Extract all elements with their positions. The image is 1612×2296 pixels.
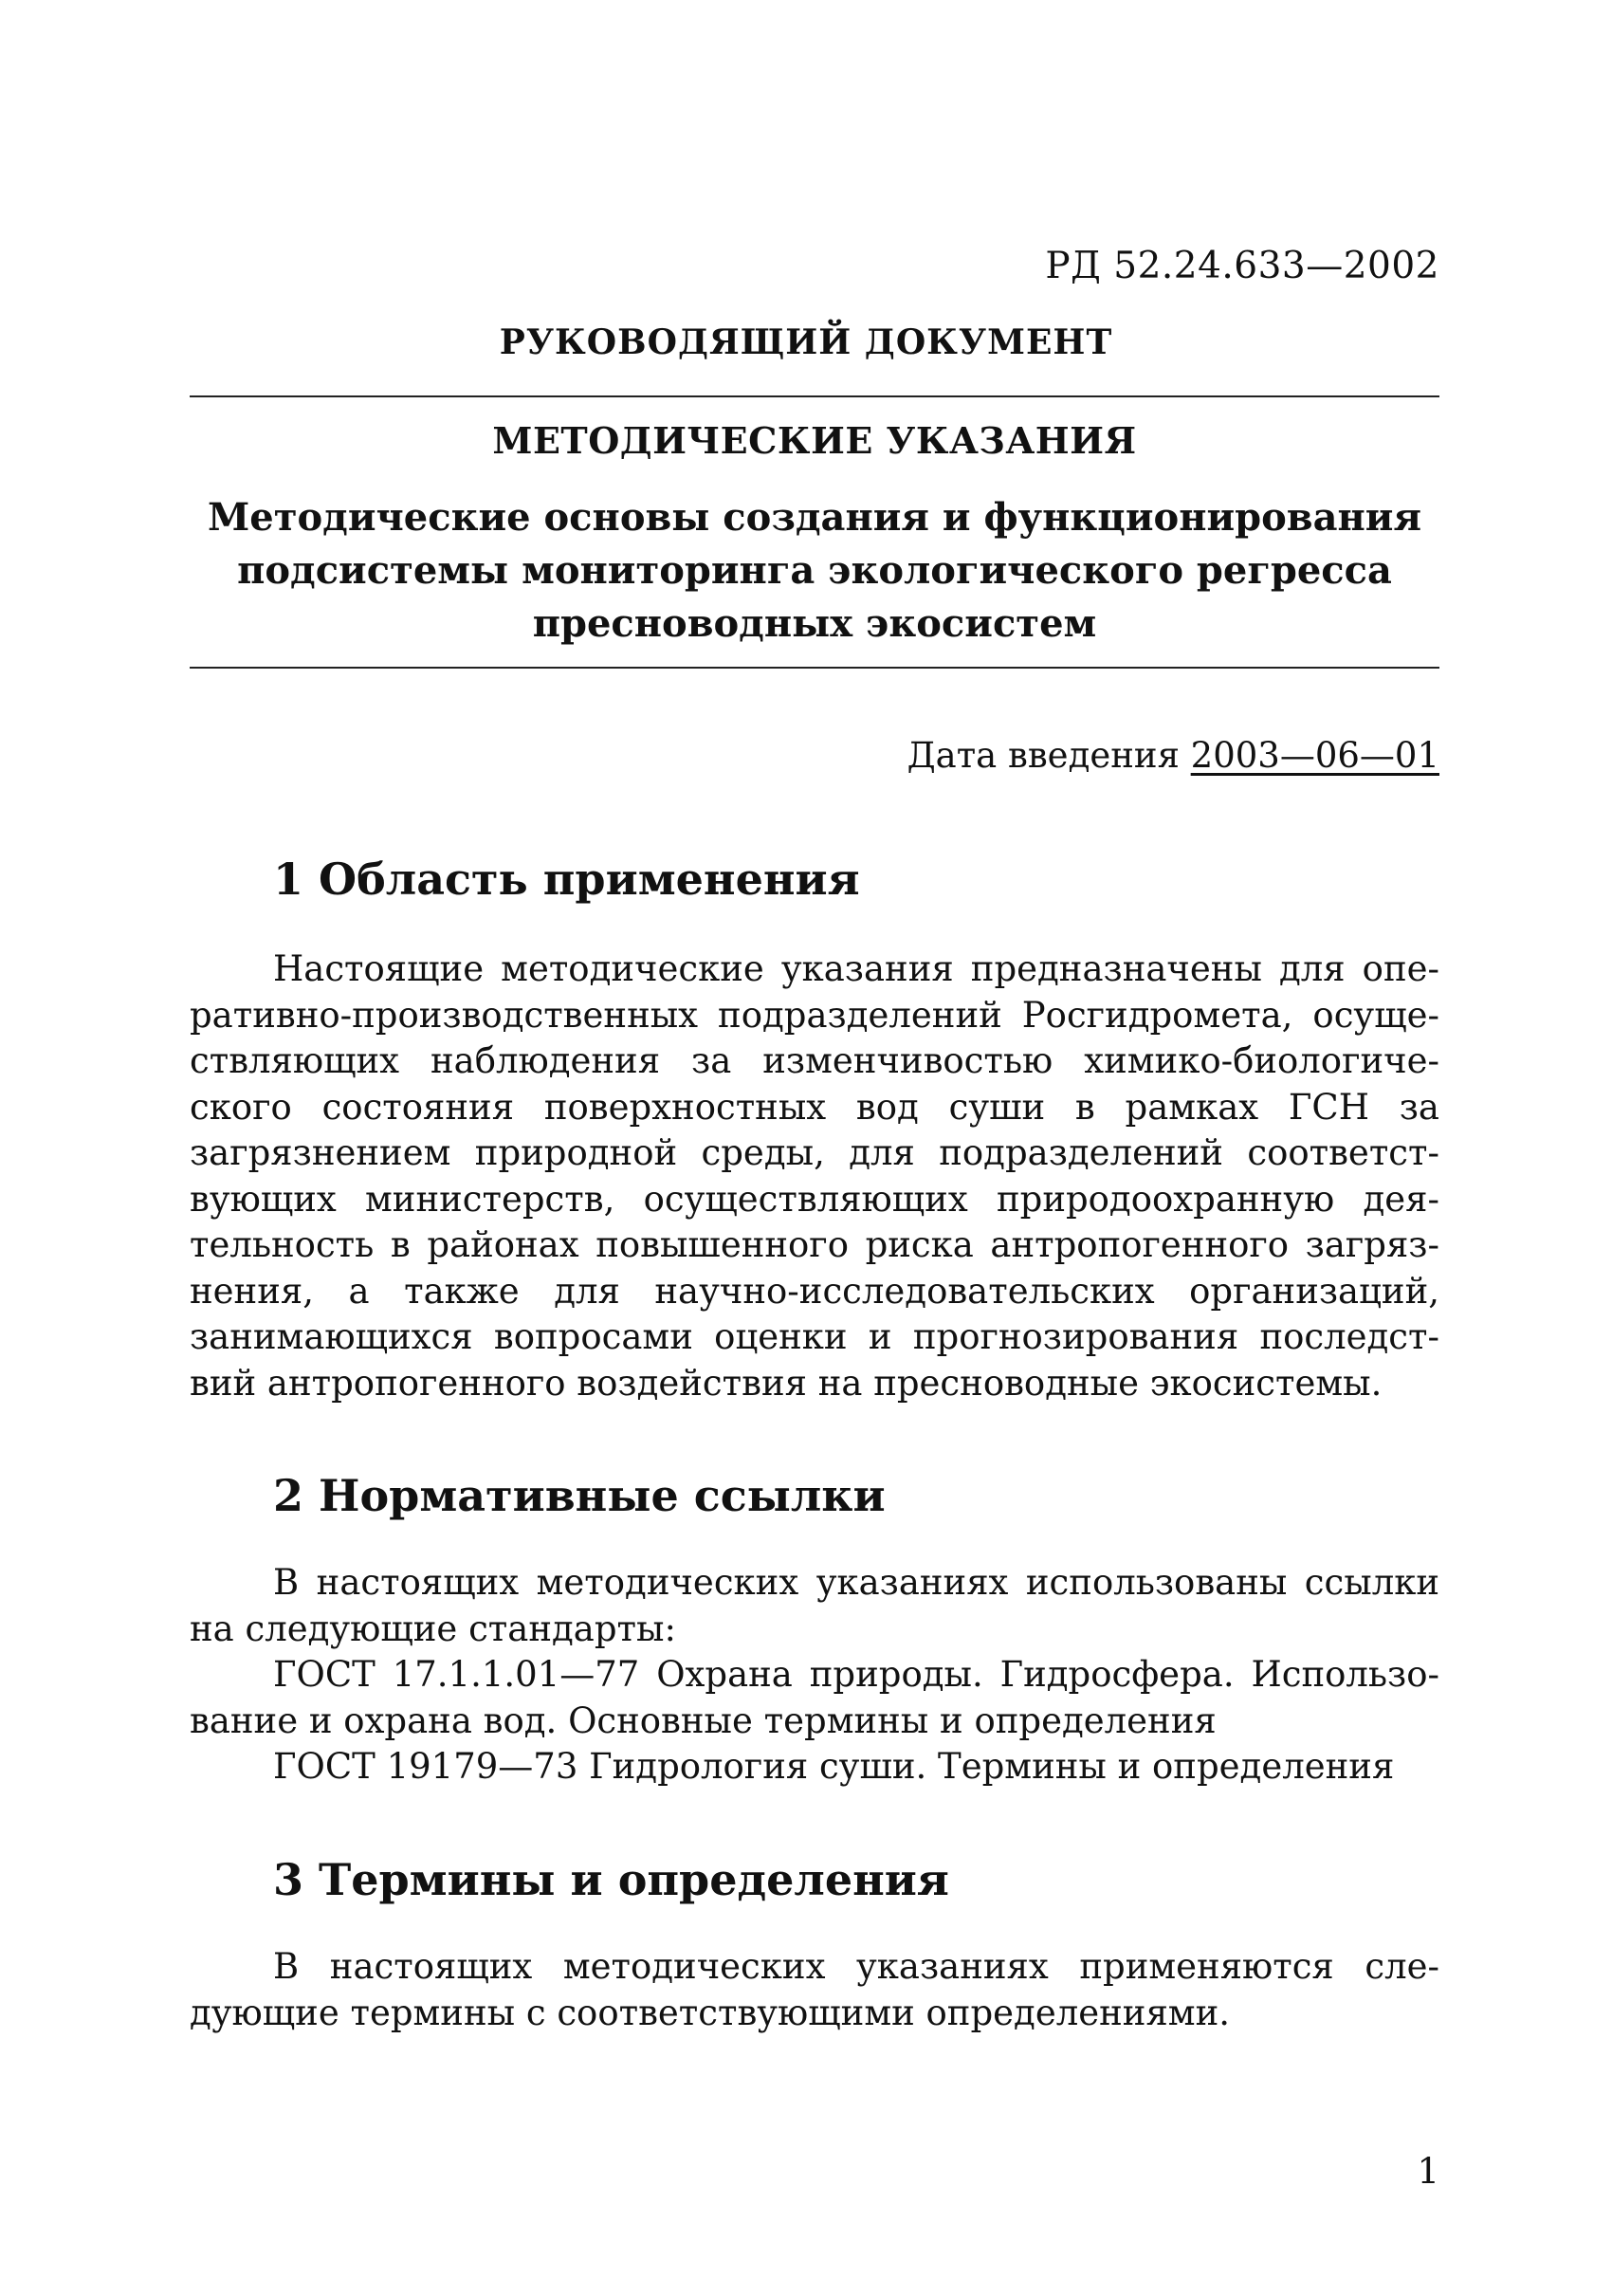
top-divider [190,395,1439,397]
text-line: нения, а также для научно-исследовательских организаций, [190,1270,1439,1312]
text-line: занимающихся вопросами оценки и прогнозирования последст- [190,1316,1439,1357]
text-line: вание и охрана вод. Основные термины и определения [190,1699,1217,1741]
document-kind: МЕТОДИЧЕСКИЕ УКАЗАНИЯ [492,419,1137,462]
text-line: ствляющих наблюдения за изменчивостью химико-биологиче- [190,1040,1439,1081]
page-number: 1 [1417,2151,1439,2192]
text-line: Настоящие методические указания предназначены для опе- [273,948,1439,989]
text-line: ративно-производственных подразделений Росгидромета, осуще- [190,994,1439,1036]
title-line: пресноводных экосистем [532,601,1097,646]
text-line: вий антропогенного воздействия на пресноводные экосистемы. [190,1362,1383,1404]
intro-date-value: 2003—06—01 [1190,735,1439,776]
text-line: ГОСТ 19179—73 Гидрология суши. Термины и определения [273,1746,1395,1787]
text-line: ского состояния поверхностных вод суши в рамках ГСН за [190,1086,1439,1128]
text-line: тельность в районах повышенного риска антропогенного загряз- [190,1224,1439,1265]
text-line: дующие термины с соответствующими определениями. [190,1992,1230,2033]
introduction-date [907,735,1439,776]
text-line: В настоящих методических указаниях использованы ссылки [273,1562,1439,1603]
section-body-terms [190,1944,1439,2036]
document-type: РУКОВОДЯЩИЙ ДОКУМЕНТ [499,322,1113,362]
intro-date-label: Дата введения [907,735,1180,776]
document-title [190,491,1439,651]
title-line: подсистемы мониторинга экологического регресса [237,548,1392,593]
text-line: загрязнением природной среды, для подразделений соответст- [190,1132,1439,1173]
text-line: на следующие стандарты: [190,1607,676,1649]
section-heading-scope: 1 Область применения [273,854,860,905]
text-line: вующих министерств, осуществляющих природоохранную дея- [190,1178,1439,1220]
text-line: ГОСТ 17.1.1.01—77 Охрана природы. Гидросфера. Использо- [273,1654,1439,1695]
section-heading-references: 2 Нормативные ссылки [273,1470,886,1521]
section-heading-terms: 3 Термины и определения [273,1854,949,1905]
document-code: РД 52.24.633—2002 [1045,245,1439,287]
text-line: В настоящих методических указаниях применяются сле- [273,1946,1439,1987]
title-line: Методические основы создания и функционирования [207,495,1422,540]
section-body-scope [190,946,1439,1406]
section-body-references [190,1560,1439,1791]
bottom-divider [190,667,1439,669]
